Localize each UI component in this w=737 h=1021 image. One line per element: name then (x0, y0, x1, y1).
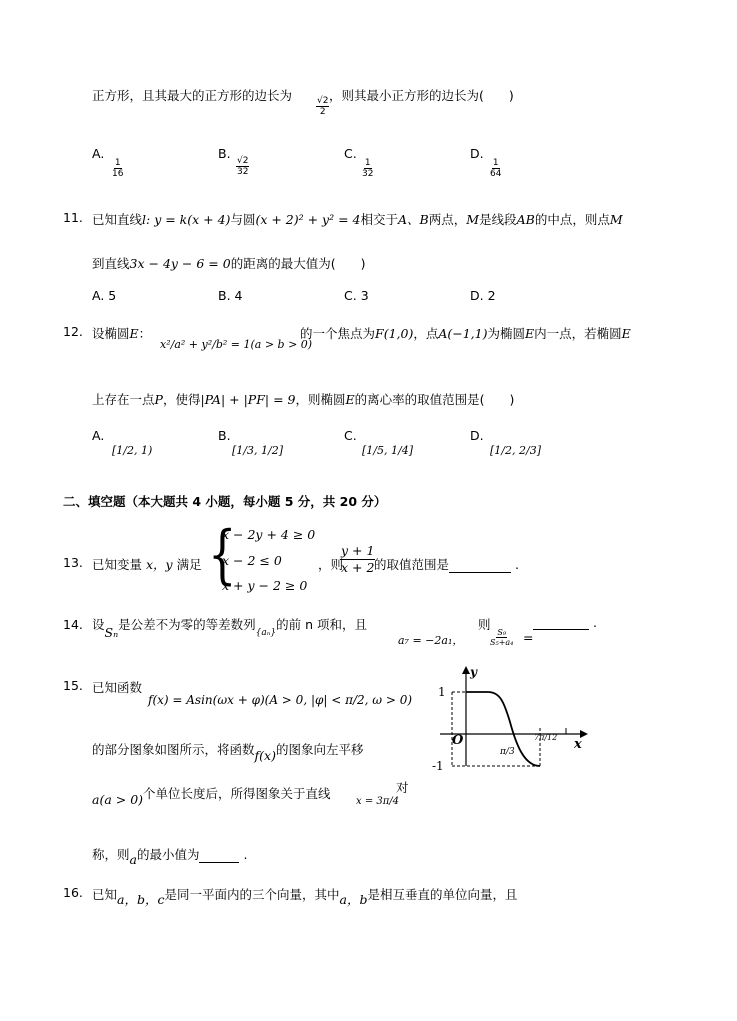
q12-option-a-value: [1/2, 1) (112, 444, 153, 457)
q12-line2: 上存在一点P，使得|PA| + |PF| = 9，则椭圆E的离心率的取值范围是( ) (92, 392, 515, 407)
graph-label-tick1: π/3 (500, 747, 515, 757)
q12-number: 12. (63, 324, 83, 339)
q14-line: 设Sₙ是公差不为零的等差数列$_{\{a_n\}}$的前 n 项和，且 (92, 617, 368, 640)
q11-option-b: B. 4 (218, 288, 243, 303)
q10-option-d-value: $\frac{1}{64}$ (490, 158, 502, 179)
q10-option-c-value: $\frac{1}{32}$ (362, 158, 374, 179)
q13-tail: 的取值范围是 . (374, 557, 519, 572)
q15-line2: 的部分图象如图所示，将函数f(x)的图象向左平移 (92, 742, 364, 763)
q15-function: f(x) = Asin(ωx + φ)(A > 0, |φ| < π/2, ω > 0) (148, 693, 413, 707)
q13-answer-blank[interactable] (449, 558, 511, 573)
q14-condition: a₇ = −2a₁， (398, 634, 464, 647)
graph-label-x-axis: x (574, 737, 582, 752)
q12-option-d-value: [1/2, 2/3] (490, 444, 541, 457)
q12-option-d: D. (470, 428, 484, 443)
q10-option-b: B. (218, 146, 231, 161)
q15-symmetry-line: x = 3π/4 (356, 796, 400, 807)
q12-line1-start: 设椭圆E： (92, 326, 152, 341)
q14-ratio: $\frac{\text{S₉}}{\text{S₅+a₄}}$ (490, 628, 514, 647)
q12-ellipse-equation: x²/a² + y²/b² = 1(a > b > 0) (160, 338, 313, 351)
q15-line3: a(a > 0)个单位长度后，所得图象关于直线 (92, 786, 331, 807)
q15-line4: 称，则a的最小值为 . (92, 847, 248, 867)
q10-stem-tail: ，则其最小正方形的边长为( ) (329, 88, 514, 103)
q13-brace: { (208, 518, 237, 592)
q15-function-graph (430, 662, 590, 774)
q10-option-a: A. (92, 146, 105, 161)
q14-blank: . (533, 615, 597, 630)
q12-option-a: A. (92, 428, 105, 443)
q12-line1-end: 的一个焦点为F(1,0)，点A(−1,1)为椭圆E内一点，若椭圆E (300, 326, 631, 341)
graph-y-arrow (462, 666, 470, 674)
graph-label-origin: O (452, 733, 464, 748)
q13-fraction: $\frac{y + 1}{x + 2}$ (341, 543, 375, 575)
q11-option-c: C. 3 (344, 288, 369, 303)
q13-lead: 已知变量 x，y 满足 (92, 557, 202, 572)
q15-dui: 对 (396, 780, 409, 795)
q13-constraint-1: x − 2y + 4 ≥ 0 (222, 527, 316, 542)
q15-lead: 已知函数 (92, 680, 143, 695)
q13-then: ，则 (318, 557, 344, 572)
q10-option-c: C. (344, 146, 357, 161)
q13-constraint-2: x − 2 ≤ 0 (222, 553, 282, 568)
q10-option-b-value: $\frac{√2}{32}$ (237, 156, 249, 177)
q14-answer-blank[interactable] (533, 615, 589, 630)
q10-option-a-value: $\frac{1}{16}$ (112, 158, 124, 179)
q10-max-side: $\frac{√2}{2}$ (317, 96, 329, 117)
q15-answer-blank[interactable] (199, 848, 239, 863)
q14-then: 则 (478, 617, 491, 632)
q15-number: 15. (63, 678, 83, 693)
graph-label-tick2: 7π/12 (534, 733, 558, 742)
graph-label-y-top: 1 (438, 685, 446, 699)
q14-equals: = (523, 630, 534, 645)
q11-option-a: A. 5 (92, 288, 117, 303)
q10-stem: 正方形，且其最大的正方形的边长为 (92, 88, 293, 103)
q11-option-d: D. 2 (470, 288, 496, 303)
q13-constraint-3: x + y − 2 ≥ 0 (222, 578, 308, 593)
q13-number: 13. (63, 555, 83, 570)
q10-option-d: D. (470, 146, 484, 161)
section-title: 二、填空题（本大题共 4 小题，每小题 5 分，共 20 分） (63, 494, 387, 509)
q11-line2: 到直线3x − 4y − 6 = 0的距离的最大值为( ) (92, 256, 366, 271)
q12-option-c-value: [1/5, 1/4] (362, 444, 413, 457)
q11-number: 11. (63, 210, 83, 225)
q12-option-b-value: [1/3, 1/2] (232, 444, 283, 457)
q16-line: 已知a，b，c是同一平面内的三个向量，其中a，b是相互垂直的单位向量，且 (92, 887, 518, 907)
q16-number: 16. (63, 885, 83, 900)
graph-label-y-axis: y (470, 665, 477, 679)
graph-label-y-bottom: -1 (432, 759, 444, 773)
q11-line1: 已知直线l: y = k(x + 4)与圆(x + 2)² + y² = 4相交于A、B两点，M是线段AB的中点，则点M (92, 212, 623, 227)
q12-option-c: C. (344, 428, 357, 443)
q14-number: 14. (63, 617, 83, 632)
q12-option-b: B. (218, 428, 231, 443)
